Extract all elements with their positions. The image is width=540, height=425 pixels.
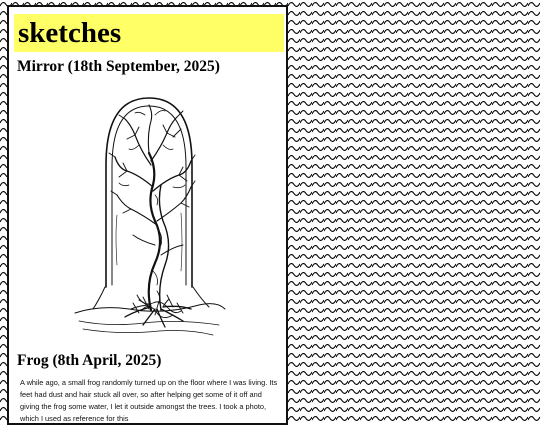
entry-title-frog: Frog (8th April, 2025)	[17, 352, 162, 369]
content-panel	[7, 5, 288, 425]
entry-text-frog: A while ago, a small frog randomly turned up on the floor where I was living. Its feet had dust and hair stuck all over, so after helping get some of it off and giving the frog some water, I let it outside amongst the trees. I took a photo, which I used as reference for this	[20, 378, 278, 423]
entry-title-mirror: Mirror (18th September, 2025)	[17, 58, 220, 75]
mirror-sketch-image	[69, 95, 229, 345]
site-title: sketches	[14, 14, 284, 52]
